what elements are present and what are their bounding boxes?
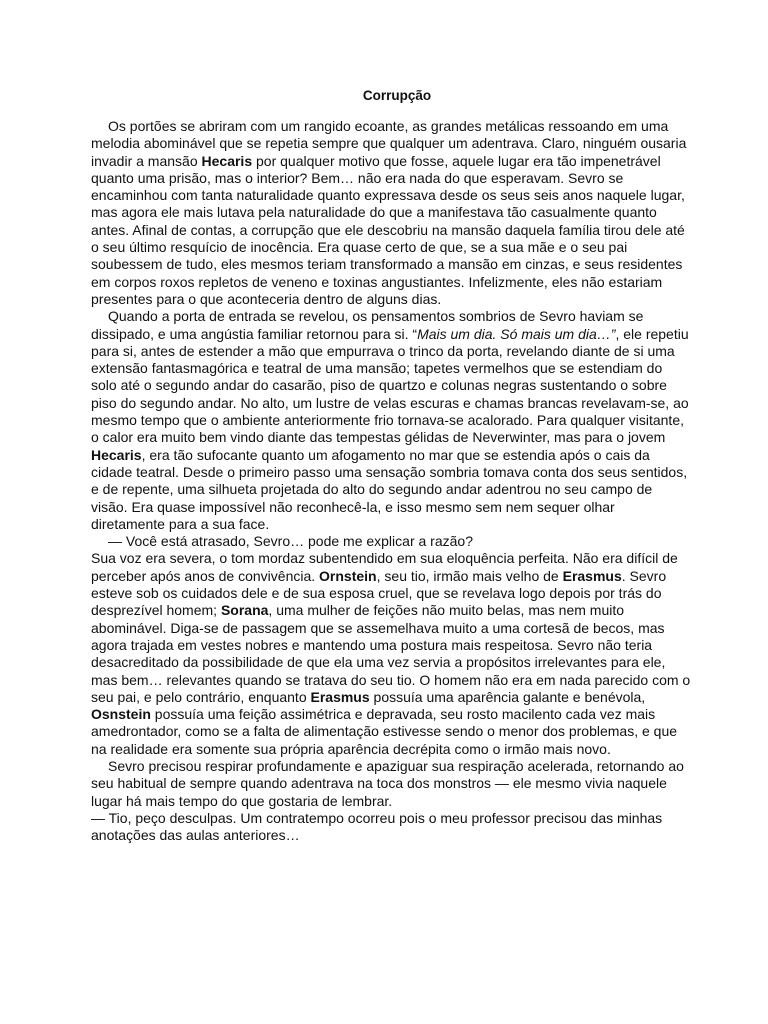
- text-run: possuía uma feição assimétrica e depravada, seu rosto macilento cada vez mais amedrontador, como se a falta de alimentação estivesse sendo o menor dos problemas, e que na realidade era somente sua própria aparência decrépita como o irmão mais novo.: [91, 706, 678, 757]
- text-run: , uma mulher de feições não muito belas, mas nem muito abominável. Diga-se de passagem que se assemelhava muito a uma cortesã de becos, mas agora trajada em vestes nobres e mantendo uma postura mais respeitosa. Sevro não teria desacreditado da possibilidade de que ela uma vez servia a propósitos irrelevantes para ele, mas bem… relevantes quando se tratava do seu tio. O homem não era em nada parecido com o seu pai, e pelo contrário, enquanto: [91, 602, 691, 705]
- document-page: [91, 86, 691, 844]
- paragraph: [91, 550, 691, 758]
- bold-name: Sorana: [220, 602, 269, 619]
- paragraph: [91, 758, 691, 810]
- text-run: , era tão sufocante quanto um afogamento no mar que se estendia após o cais da cidade teatral. Desde o primeiro passo uma sensação sombria tomava conta dos seus sentidos, e de repente, uma silhueta projetada do alto do segundo andar adentrou no seu campo de visão. Era quase impossível não reconhecê-la, e isso mesmo sem nem sequer olhar diretamente para a sua face.: [91, 446, 688, 532]
- bold-name: Hecaris: [91, 446, 142, 463]
- bold-name: Hecaris: [201, 152, 253, 169]
- paragraph: [91, 308, 691, 533]
- text-run: . Sevro esteve sob os cuidados dele e de sua esposa cruel, que se revelava logo depois por trás do desprezível homem;: [91, 567, 667, 619]
- text-run: Quando a porta de entrada se revelou, os pensamentos sombrios de Sevro haviam se dissipado, e uma angústia familiar retornou para si. “: [91, 308, 644, 342]
- text-run: , ele repetiu para si, antes de estender a mão que empurrava o trinco da porta, revelando diante de si uma extensão fantasmagórica e teatral de uma mansão; tapetes vermelhos que se estendiam do solo até o segundo andar do casarão, piso de quartzo e colunas negras sustentando o sobre piso do segundo andar. No alto, um lustre de velas escuras e chamas brancas revelavam-se, ao mesmo tempo que o ambiente anteriormente frio tornava-se acalorado. Para qualquer visitante, o calor era muito bem vindo diante das tempestas gélidas de Neverwinter, mas para o jovem: [91, 325, 689, 446]
- text-run: Sua voz era severa, o tom mordaz subentendido em sua eloquência perfeita. Não era difícil de perceber após anos de convivência.: [91, 550, 678, 584]
- bold-name: Erasmus: [562, 567, 622, 584]
- text-run: por qualquer motivo que fosse, aquele lugar era tão impenetrável quanto uma prisão, mas o interior? Bem… não era nada do que esperavam. Sevro se encaminhou com tanta naturalidade quanto expressava desde os seus seis anos naquele lugar, mas agora ele mais lutava pela naturalidade do que a manifestava tão casualmente quanto antes. Afinal de contas, a corrupção que ele descobriu na mansão daquela família tirou dele até o seu último resquício de inocência. Era quase certo de que, se a sua mãe e o seu pai soubessem de tudo, eles mesmos teriam transformado a mansão em cinzas, e seus residentes em corpos roxos repletos de veneno e toxinas angustiantes. Infelizmente, eles não estariam presentes para o que aconteceria dentro de alguns dias.: [91, 152, 685, 307]
- bold-name: Osnstein: [91, 706, 151, 723]
- text-run: — Você está atrasado, Sevro… pode me explicar a razão?: [108, 533, 473, 550]
- text-run: Os portões se abriram com um rangido ecoante, as grandes metálicas ressoando em uma melodia abominável que se repetia sempre que qualquer um adentrava. Claro, ninguém ousaria invadir a mansão: [91, 118, 687, 169]
- text-run: Sevro precisou respirar profundamente e apaziguar sua respiração acelerada, retornando ao seu habitual de sempre quando adentrava na toca dos monstros — ele mesmo vivia naquele lugar há mais tempo do que gostaria de lembrar.: [91, 757, 684, 809]
- bold-name: Erasmus: [310, 688, 370, 705]
- text-run: , seu tio, irmão mais velho de: [376, 567, 563, 584]
- paragraph: [91, 810, 691, 845]
- bold-name: Ornstein: [319, 567, 377, 584]
- paragraph: [91, 118, 691, 308]
- document-body: [91, 118, 691, 844]
- document-title: Corrupção: [362, 88, 432, 103]
- italic-quote: Mais um dia. Só mais um dia…”: [417, 325, 616, 342]
- text-run: possuía uma aparência galante e benévola,: [369, 688, 646, 705]
- paragraph: [91, 533, 691, 550]
- text-run: — Tio, peço desculpas. Um contratempo ocorreu pois o meu professor precisou das minhas anotações das aulas anteriores…: [91, 809, 663, 844]
